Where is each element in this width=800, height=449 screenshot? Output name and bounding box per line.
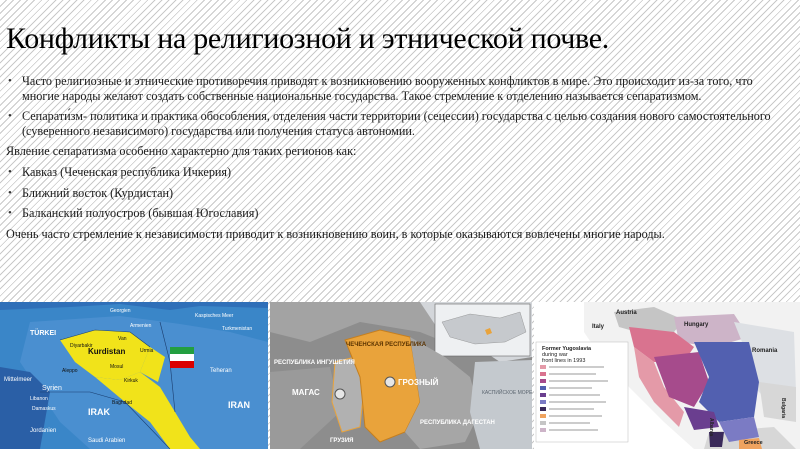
map-label-dagestan: РЕСПУБЛИКА ДАГЕСТАН	[420, 420, 495, 426]
map-label-georgia: ГРУЗИЯ	[330, 438, 354, 444]
bullet-icon: •	[8, 186, 12, 199]
map-label-georgien: Georgien	[110, 308, 131, 314]
map-label-turkei: TÜRKEI	[30, 330, 57, 337]
map-label-iran: IRAN	[228, 400, 250, 410]
map-label-damaskus: Damaskus	[32, 406, 56, 412]
yugoslavia-map-title-line2: during war	[542, 352, 568, 358]
map-label-van: Van	[118, 336, 127, 342]
paragraph-regions-intro: Явление сепаратизма особенно характерно для таких регионов как:	[6, 144, 357, 159]
bullet-icon: •	[8, 165, 12, 178]
yugoslavia-map-title-line1: Former Yugoslavia	[542, 346, 592, 352]
slide-body	[6, 74, 791, 247]
bullet-item	[6, 74, 791, 103]
map-label-grozny: ГРОЗНЫЙ	[398, 378, 439, 387]
bullet-icon: •	[8, 110, 12, 123]
map-label-romania: Romania	[752, 348, 778, 354]
bullet-icon: •	[8, 75, 12, 87]
map-label-syrien: Syrien	[42, 385, 62, 392]
map-label-diyarbakir: Diyarbakir	[70, 343, 93, 349]
map-label-turkmenistan: Turkmenistan	[222, 326, 253, 332]
map-label-armenien: Armenien	[130, 323, 152, 329]
maps-strip	[0, 302, 800, 449]
yugoslavia-map-title-line3: front lines in 1993	[542, 358, 586, 364]
chechnya-map	[270, 302, 532, 449]
kurdistan-map	[0, 302, 268, 449]
map-label-saudi-arabien: Saudi Arabien	[88, 438, 126, 444]
map-label-austria: Austria	[616, 310, 637, 316]
map-label-kirkuk: Kirkuk	[124, 378, 138, 384]
map-label-libanon: Libanon	[30, 396, 48, 402]
bullet-item	[6, 206, 791, 221]
region-middle-east: Ближний восток (Курдистан)	[22, 185, 174, 200]
map-label-greece: Greece	[744, 440, 763, 446]
paragraph-conclusion: Очень часто стремление к независимости приводит к возникновению воин, в которые оказываются вовлечены многие народы.	[6, 226, 665, 241]
bullet-item	[6, 109, 791, 138]
bullet-item	[6, 186, 791, 201]
map-label-caspian-sea: КАСПИЙСКОЕ МОРЕ	[482, 390, 532, 396]
region-balkans: Балканский полуостров (бывшая Югославия)	[22, 206, 259, 221]
bullet-icon: •	[8, 207, 12, 220]
map-label-kurdistan: Kurdistan	[88, 347, 126, 356]
map-label-jordanien: Jordanien	[30, 428, 57, 434]
region-caucasus: Кавказ (Чеченская республика Ичкерия)	[22, 164, 232, 179]
bullet-item	[6, 165, 791, 180]
map-label-bulgaria: Bulgaria	[780, 398, 786, 419]
map-label-teheran: Teheran	[210, 368, 232, 374]
map-label-magas: МАГАС	[292, 388, 320, 397]
yugoslavia-map	[534, 302, 800, 449]
map-label-irak: IRAK	[88, 407, 110, 417]
map-label-urmia: Urmia	[140, 348, 154, 354]
map-label-mosul: Mosul	[110, 364, 124, 370]
map-label-kaspisches-meer: Kaspisches Meer	[195, 313, 234, 319]
slide-title: Конфликты на религиозной и этнической почве.	[6, 22, 609, 55]
map-label-baghdad: Baghdad	[112, 400, 133, 406]
paragraph-separatism-intro: Часто религиозные и этнические противоречия приводят к возникновению вооруженных конфликтов в мире. Это происходит из-за того, что многие народы желают создать собственные национальные государства. Такое стремление к отделению называется сепаратизмом.	[22, 74, 753, 103]
map-label-hungary: Hungary	[684, 322, 709, 328]
map-label-italy: Italy	[592, 324, 605, 330]
map-label-aleppo: Aleppo	[62, 368, 78, 374]
map-label-albania: Albania	[708, 418, 714, 437]
map-label-chechen-republic: ЧЕЧЕНСКАЯ РЕСПУБЛИКА	[346, 342, 427, 348]
paragraph-separatism-definition: Сепарати́зм- политика и практика обособления, отделения части территории (сецессии) государства с целью создания нового самостоятельного (суверенного независимого) государства или получения статуса автономии.	[22, 109, 771, 138]
map-label-mittelmeer: Mittelmeer	[4, 377, 33, 383]
map-label-ingushetia: РЕСПУБЛИКА ИНГУШЕТИЯ	[274, 360, 355, 366]
